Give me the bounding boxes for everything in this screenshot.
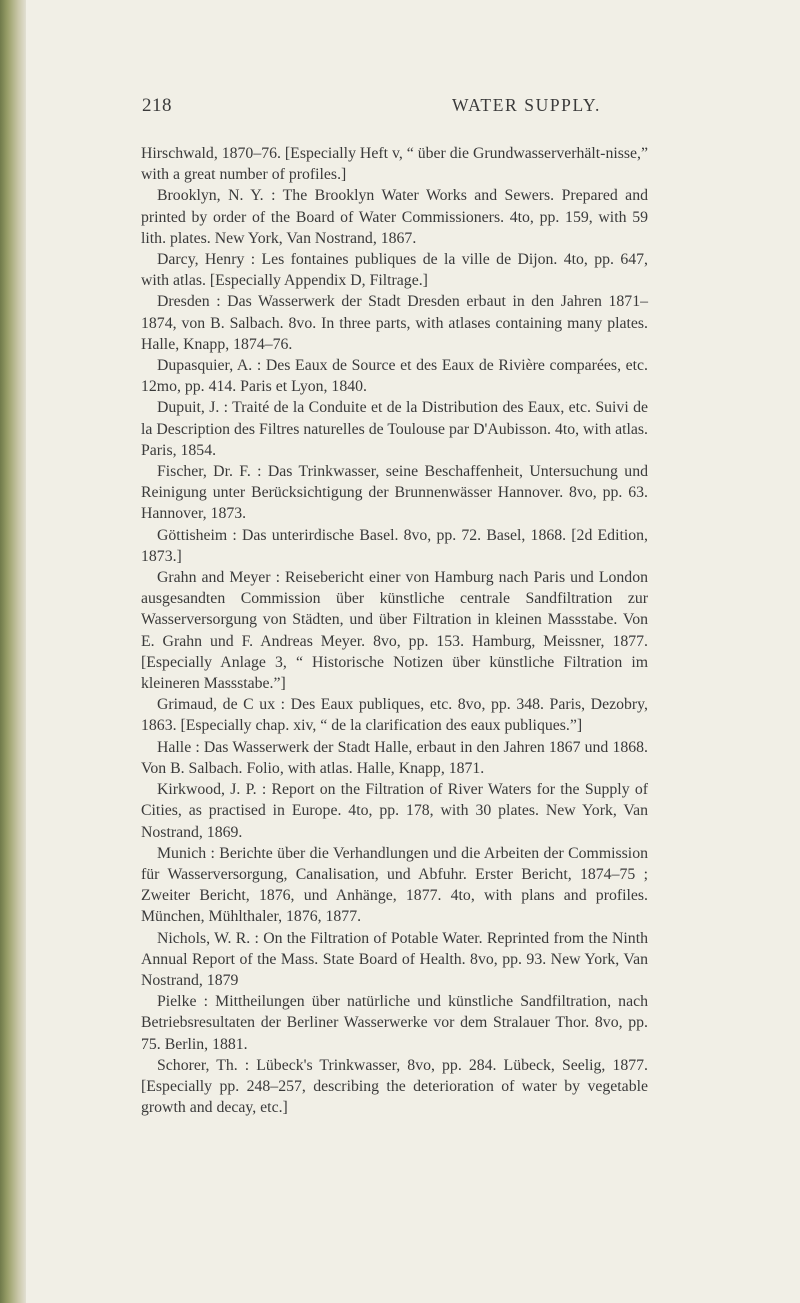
bibliography-entry: Nichols, W. R. : On the Filtration of Potable Water. Reprinted from the Ninth Annual Report of the Mass. State Board of Health. 8vo, pp. 93. New York, Van Nostrand, 1879 xyxy=(141,929,648,989)
bibliography-entry: Dresden : Das Wasserwerk der Stadt Dresden erbaut in den Jahren 1871–1874, von B. Salbach. 8vo. In three parts, with atlases containing many plates. Halle, Knapp, 1874–76. xyxy=(141,293,648,353)
bibliography-entry: Schorer, Th. : Lübeck's Trinkwasser, 8vo, pp. 284. Lübeck, Seelig, 1877. [Especially pp. 248–257, describing the deterioration of water by vegetable growth and decay, etc.] xyxy=(141,1056,648,1117)
bibliography-entry: Brooklyn, N. Y. : The Brooklyn Water Works and Sewers. Prepared and printed by order of the Board of Water Commissioners. 4to, pp. 159, with 59 lith. plates. New York, Van Nostrand, 1867. xyxy=(141,187,648,247)
book-page xyxy=(26,0,800,1303)
bibliography-entry: Dupasquier, A. : Des Eaux de Source et des Eaux de Rivière comparées, etc. 12mo, pp. 414. Paris et Lyon, 1840. xyxy=(141,357,648,396)
bibliography-entry: Munich : Berichte über die Verhandlungen und die Arbeiten der Commission für Wasserversorgung, Canalisation, und Abfuhr. Erster Bericht, 1874–75 ; Zweiter Bericht, 1876, und Anhänge, 1877. 4to, with plans and profiles. München, Mühlthaler, 1876, 1877. xyxy=(141,844,648,926)
book-binding-edge xyxy=(0,0,26,1303)
bibliography-entry: Göttisheim : Das unterirdische Basel. 8vo, pp. 72. Basel, 1868. [2d Edition, 1873.] xyxy=(141,526,648,565)
bibliography-list xyxy=(141,143,648,1118)
bibliography-entry: Pielke : Mittheilungen über natürliche und künstliche Sandfiltration, nach Betriebsresultaten der Berliner Wasserwerke vor dem Stralauer Thor. 8vo, pp. 75. Berlin, 1881. xyxy=(141,993,648,1053)
bibliography-entry: Fischer, Dr. F. : Das Trinkwasser, seine Beschaffenheit, Untersuchung und Reinigung unter Berücksichtigung der Brunnenwässer Hannover. 8vo, pp. 63. Hannover, 1873. xyxy=(141,463,648,523)
bibliography-entry: Grimaud, de C ux : Des Eaux publiques, etc. 8vo, pp. 348. Paris, Dezobry, 1863. [Especially chap. xiv, “ de la clarification des eaux publiques.”] xyxy=(141,696,648,735)
page-header xyxy=(142,95,648,117)
bibliography-entry: Grahn and Meyer : Reisebericht einer von Hamburg nach Paris und London ausgesandten Commission über künstliche centrale Sandfiltration zur Wasserversorgung von Städten, und über Filtration in kleinen Massstabe. Von E. Grahn und F. Andreas Meyer. 8vo, pp. 153. Hamburg, Meissner, 1877. [Especially Anlage 3, “ Historische Notizen über künstliche Filtration im kleineren Massstabe.”] xyxy=(141,569,648,693)
bibliography-entry: Dupuit, J. : Traité de la Conduite et de la Distribution des Eaux, etc. Suivi de la Description des Filtres naturelles de Toulouse par D'Aubisson. 4to, with atlas. Paris, 1854. xyxy=(141,399,648,459)
page-number: 218 xyxy=(142,95,172,116)
bibliography-entry: Darcy, Henry : Les fontaines publiques de la ville de Dijon. 4to, pp. 647, with atlas. [Especially Appendix D, Filtrage.] xyxy=(141,251,648,290)
running-title: WATER SUPPLY. xyxy=(451,95,601,115)
bibliography-entry: Halle : Das Wasserwerk der Stadt Halle, erbaut in den Jahren 1867 und 1868. Von B. Salbach. Folio, with atlas. Halle, Knapp, 1871. xyxy=(141,738,648,777)
bibliography-entry: Hirschwald, 1870–76. [Especially Heft v, “ über die Grundwasserverhält-nisse,” with a great number of profiles.] xyxy=(141,145,648,184)
bibliography-entry: Kirkwood, J. P. : Report on the Filtration of River Waters for the Supply of Cities, as practised in Europe. 4to, pp. 178, with 30 plates. New York, Van Nostrand, 1869. xyxy=(141,781,648,841)
